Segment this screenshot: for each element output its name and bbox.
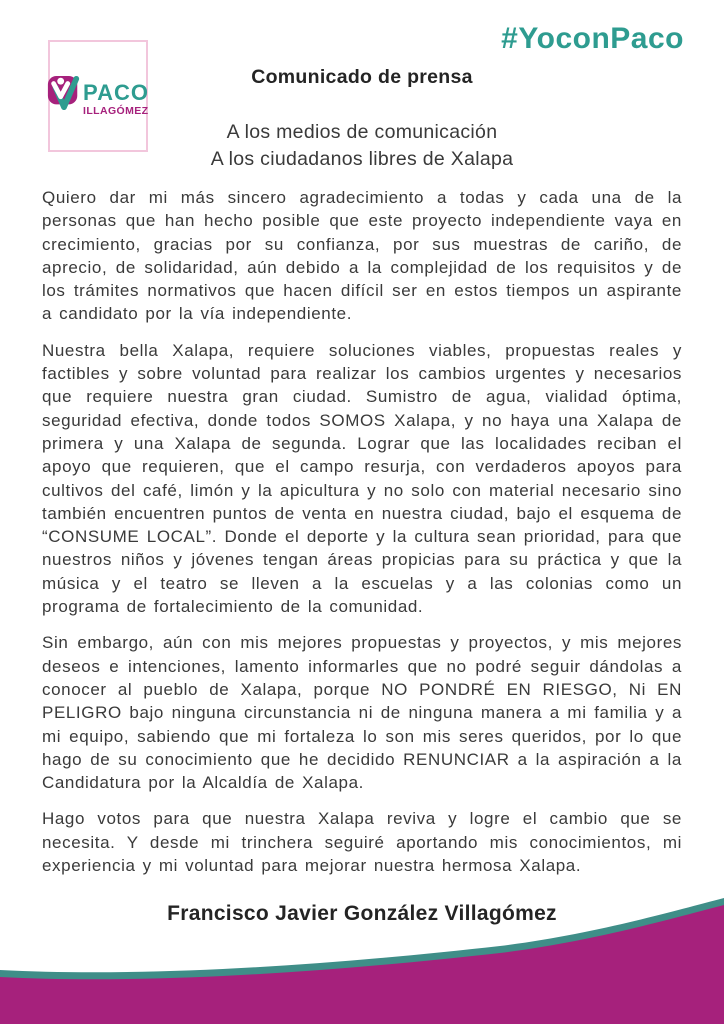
logo-brand-bottom: ILLAGÓMEZ — [83, 105, 149, 117]
paragraph-proposals: Nuestra bella Xalapa, requiere soluciones viables, propuestas reales y factibles y sobre voluntad para realizar los cambios urgentes y necesarios que requiere nuestra gran ciudad. Sumistro de agua, vialidad óptima, seguridad efectiva, donde todos SOMOS Xalapa, y no haya una Xalapa de primera y una Xalapa de segunda. Lograr que las localidades reciban el apoyo que requieren, que el campo resurja, con verdaderos apoyos para cultivos del café, limón y la apicultura y no solo con material necesario sino también encuentren puntos de venta en nuestra ciudad, bajo el esquema de “CONSUME LOCAL”. Donde el deporte y la cultura sean prioridad, para que nuestros niños y jóvenes tengan áreas propicias para su práctica y que la música y el teatro se lleven a la escuelas y a las colonias como un programa de fortalecimiento de la comunidad. — [42, 340, 682, 617]
signature-name: Francisco Javier González Villagómez — [167, 902, 557, 925]
paragraph-renounce: Sin embargo, aún con mis mejores propuestas y proyectos, y mis mejores deseos e intenciones, lamento informarles que no podré seguir dándolas a conocer al pueblo de Xalapa, porque NO PONDRÉ EN RIESGO, Ni EN PELIGRO bajo ninguna circunstancia ni de ninguna manera a mi familia y a mi equipo, sabiendo que mi fortaleza lo son mis seres queridos, por lo que hago de su conocimiento que he decidido RENUNCIAR a la aspiración a la Candidatura por la Alcaldía de Xalapa. — [42, 633, 682, 793]
subtitle-block — [0, 119, 724, 173]
page-title: Comunicado de prensa — [251, 66, 473, 88]
subtitle-line-media: A los medios de comunicación — [226, 121, 498, 143]
body-text — [42, 186, 682, 890]
hashtag-yoconpaco: #YoconPaco — [501, 22, 684, 55]
subtitle-line-citizens: A los ciudadanos libres de Xalapa — [210, 148, 514, 170]
logo-brand-top: PACO — [83, 80, 149, 105]
paragraph-farewell: Hago votos para que nuestra Xalapa reviva y logre el cambio que se necesita. Y desde mi trinchera seguiré aportando mis conocimientos, mi experiencia y mi voluntad para mejorar nuestra hermosa Xalapa. — [42, 809, 682, 876]
paragraph-gratitude: Quiero dar mi más sincero agradecimiento a todas y cada una de la personas que han hecho posible que este proyecto independiente vaya en crecimiento, gracias por su confianza, por sus muestras de cariño, de aprecio, de solidaridad, aún debido a la complejidad de los requisitos y de los trámites normativos que hacen difícil ser en estos tiempos un aspirante a candidato por la vía independiente. — [42, 188, 682, 324]
